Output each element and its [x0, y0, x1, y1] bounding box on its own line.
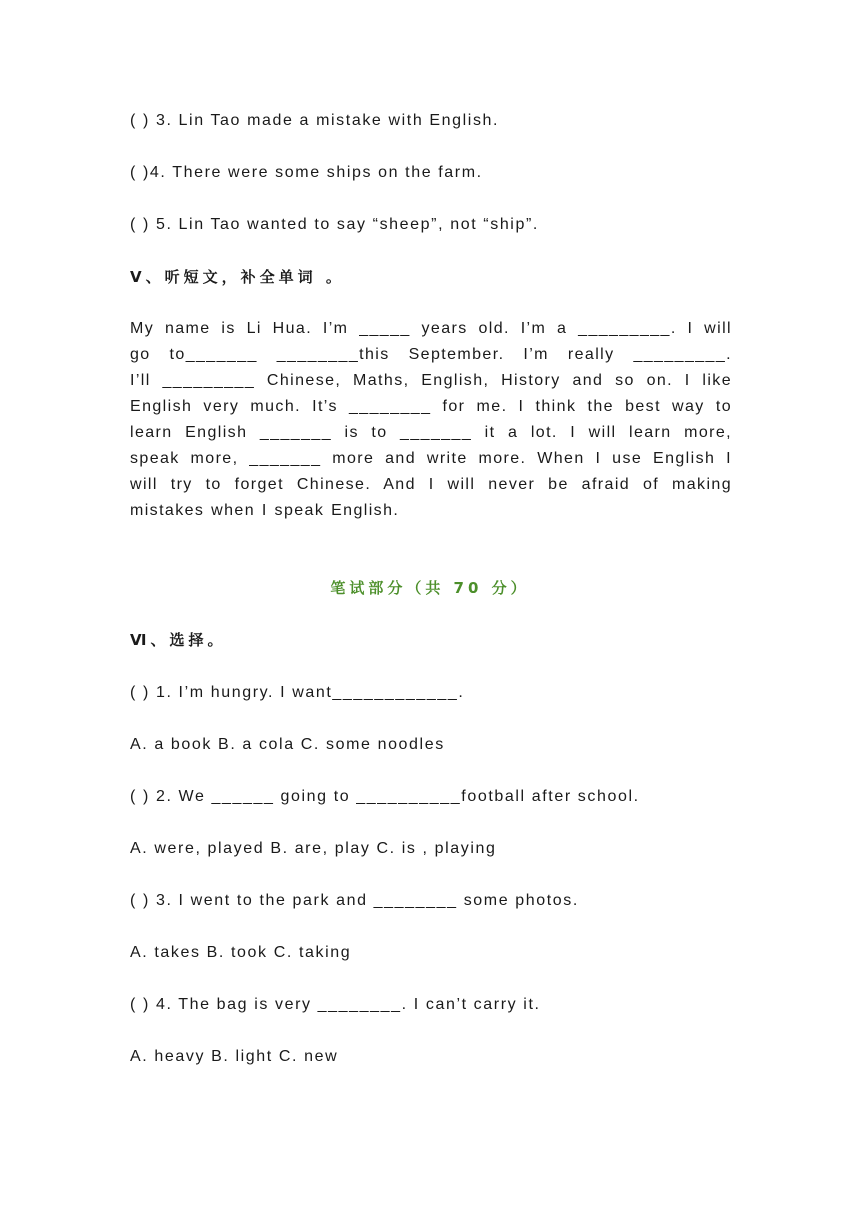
listening-question-5: ( ) 5. Lin Tao wanted to say “sheep”, not “ship”.: [130, 216, 539, 233]
choice-options-1: A. a book B. a cola C. some noodles: [130, 736, 445, 753]
choice-options-3: A. takes B. took C. taking: [130, 944, 352, 961]
written-part-title: 笔试部分（共 70 分）: [330, 579, 530, 597]
listening-question-4: ( )4. There were some ships on the farm.: [130, 164, 483, 181]
section-5-passage: [130, 316, 732, 524]
passage-line: go to_______ ________this September. I’m really _________.: [130, 346, 732, 363]
passage-line: mistakes when I speak English.: [130, 502, 400, 519]
section-6-heading: Ⅵ、选择。: [130, 631, 227, 649]
passage-line: My name is Li Hua. I’m _____ years old. I’m a _________. I will: [130, 320, 732, 337]
choice-options-4: A. heavy B. light C. new: [130, 1048, 339, 1065]
choice-question-2: ( ) 2. We ______ going to __________football after school.: [130, 788, 640, 805]
passage-line: learn English _______ is to _______ it a lot. I will learn more,: [130, 424, 732, 441]
choice-question-1: ( ) 1. I’m hungry. I want____________.: [130, 684, 465, 701]
listening-question-3: ( ) 3. Lin Tao made a mistake with English.: [130, 112, 500, 129]
passage-line: will try to forget Chinese. And I will never be afraid of making: [130, 476, 732, 493]
passage-line: English very much. It’s ________ for me. I think the best way to: [130, 398, 732, 415]
passage-line: I’ll _________ Chinese, Maths, English, History and so on. I like: [130, 372, 732, 389]
passage-line: speak more, _______ more and write more. When I use English I: [130, 450, 732, 467]
choice-options-2: A. were, played B. are, play C. is , playing: [130, 840, 497, 857]
section-5-heading: Ⅴ、听短文，补全单词 。: [130, 268, 345, 286]
choice-question-3: ( ) 3. I went to the park and ________ some photos.: [130, 892, 579, 909]
choice-question-4: ( ) 4. The bag is very ________. I can’t carry it.: [130, 996, 541, 1013]
